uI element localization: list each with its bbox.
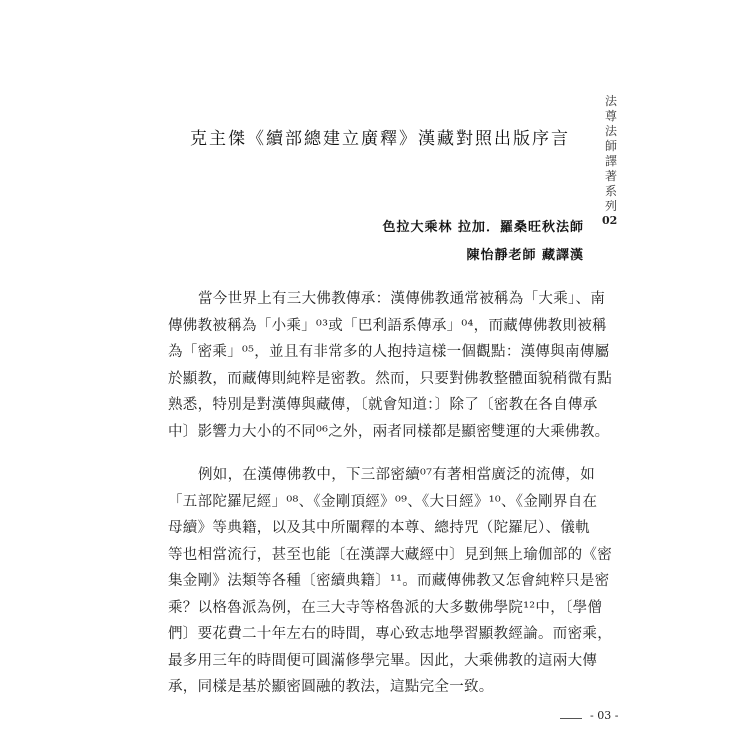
series-char: 系 — [604, 184, 617, 198]
paragraph-2 — [168, 462, 612, 701]
paragraph-line: 最多用三年的時間便可圓滿修學完畢。因此，大乘佛教的這兩大傳 — [168, 652, 598, 669]
paragraph-line: 例如，在漢傳佛教中，下三部密續⁰⁷有著相當廣泛的流傳，如 — [198, 467, 596, 483]
series-char: 法 — [604, 124, 617, 138]
paragraph-1 — [168, 286, 612, 445]
page-title: 克主傑《續部總建立廣釋》漢藏對照出版序言 — [190, 129, 570, 149]
author-line-2: 陳怡靜老師 藏譯漢 — [466, 248, 584, 263]
series-char: 譯 — [604, 154, 617, 168]
series-char: 法 — [604, 94, 617, 108]
paragraph-line: 等也相當流行，甚至也能〔在漢譯大藏經中〕見到無上瑜伽部的《密 — [168, 546, 612, 563]
paragraph-line: 為「密乘」⁰⁵，並且有非常多的人抱持這樣一個觀點：漢傳與南傳屬 — [168, 344, 610, 360]
side-page-ref: 02 — [602, 214, 618, 227]
series-title-vertical — [604, 94, 618, 214]
paragraph-line: 母續》等典籍，以及其中所闡釋的本尊、總持咒（陀羅尼）、儀軌 — [168, 520, 590, 536]
paragraph-line: 們〕要花費二十年左右的時間，專心致志地學習顯教經論。而密乘， — [168, 626, 612, 642]
footer-rule — [560, 718, 582, 719]
paragraph-line: 當今世界上有三大佛教傳承：漢傳佛教通常被稱為「大乘」、南 — [198, 291, 606, 307]
paragraph-line: 乘？以格魯派為例，在三大寺等格魯派的大多數佛學院¹²中，〔學僧 — [168, 599, 603, 616]
paragraph-line: 「五部陀羅尼經」⁰⁸、《金剛頂經》⁰⁹、《大日經》¹⁰、《金剛界自在 — [168, 493, 598, 510]
paragraph-line: 集金剛》法類等各種〔密續典籍〕¹¹。而藏傳佛教又怎會純粹只是密 — [168, 573, 610, 589]
series-char: 尊 — [604, 109, 617, 123]
paragraph-line: 中〕影響力大小的不同⁰⁶之外，兩者同樣都是顯密雙運的大乘佛教。 — [168, 423, 610, 440]
series-char: 列 — [604, 199, 617, 213]
paragraph-line: 傳佛教被稱為「小乘」⁰³或「巴利語系傳承」⁰⁴，而藏傳佛教則被稱 — [168, 317, 607, 334]
paragraph-line: 於顯教，而藏傳則純粹是密教。然而，只要對佛教整體面貌稍微有點 — [168, 370, 612, 387]
series-char: 師 — [604, 139, 617, 153]
paragraph-line: 承，同樣是基於顯密圓融的教法，這點完全一致。 — [168, 679, 494, 695]
paragraph-line: 熟悉，特別是對漢傳與藏傳，〔就會知道：〕除了〔密教在各自傳承 — [168, 397, 598, 413]
page-number: - 03 - — [590, 709, 619, 722]
author-line-1: 色拉大乘林 拉加．羅桑旺秋法師 — [382, 220, 584, 235]
series-char: 著 — [604, 169, 617, 183]
